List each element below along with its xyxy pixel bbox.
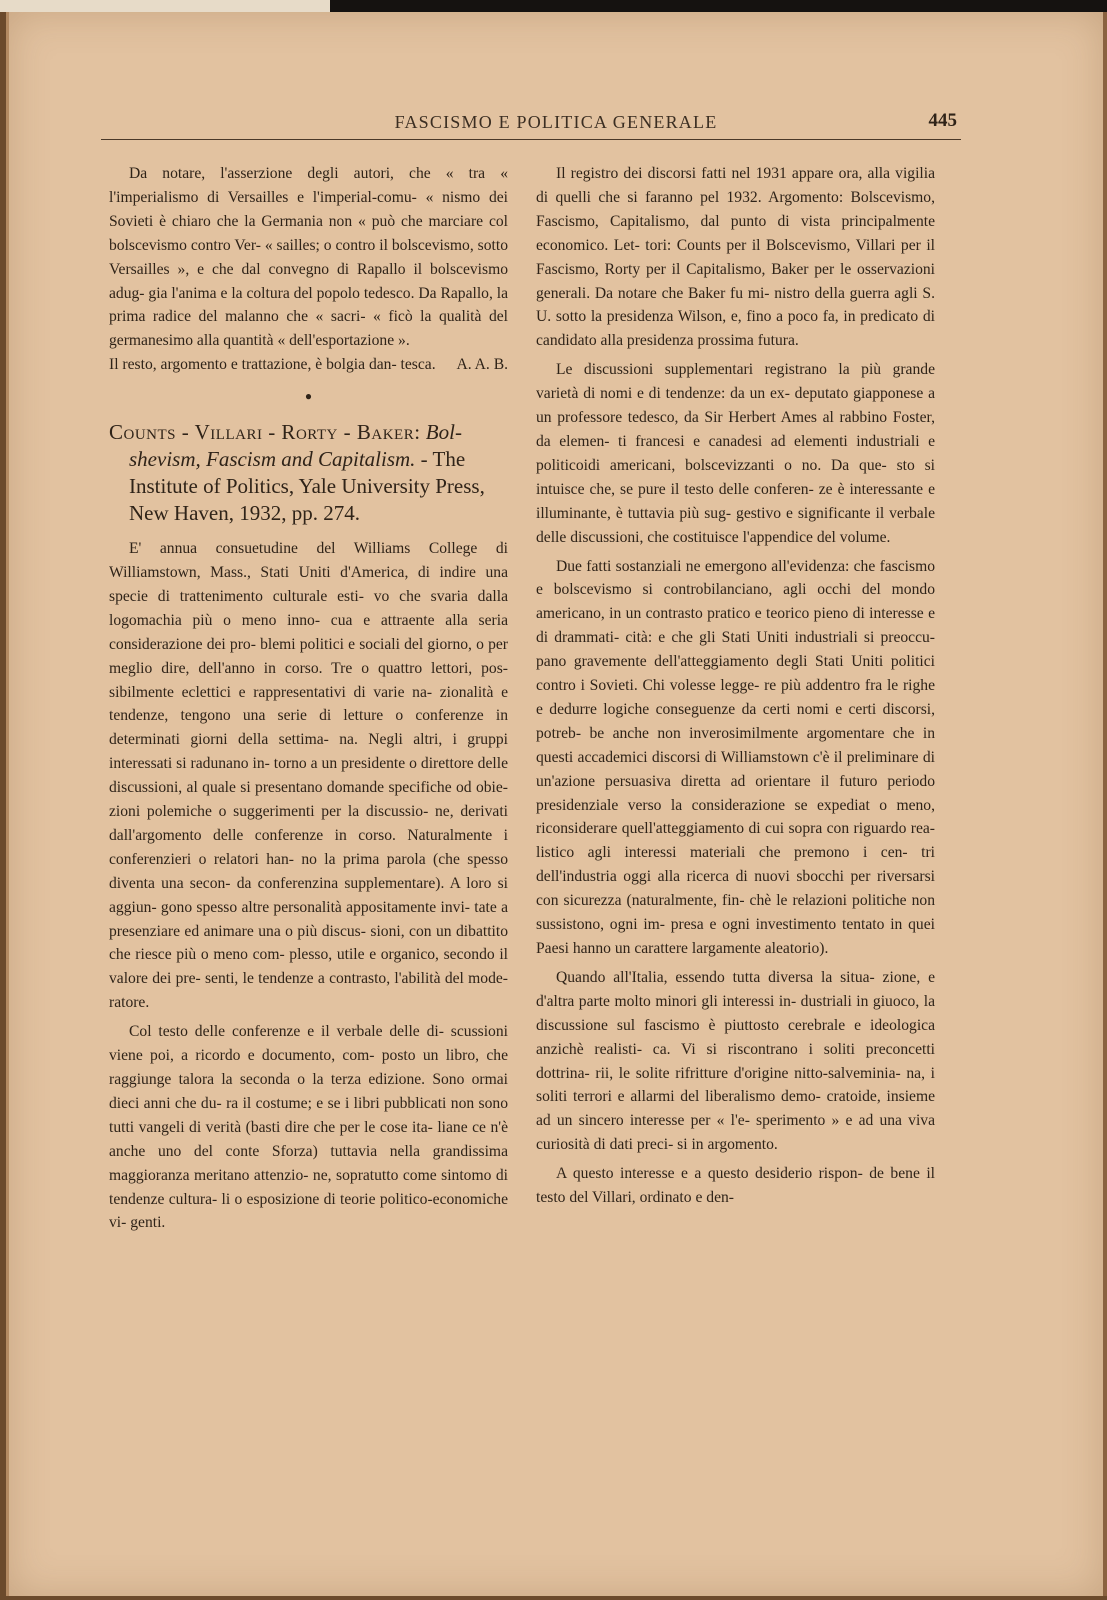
review-heading: [109, 419, 508, 527]
paragraph: Col testo delle conferenze e il verbale delle di- scussioni viene poi, a ricordo e documento, com- posto un libro, che raggiunge talora la seconda o la terza edizione. Sono ormai dieci anni che du- ra il costume; e se i libri pubblicati non sono tutti vangeli di verità (basti dire che per le cose ita- liane ce n'è anche uno del conte Sforza) tuttavia nella grandissima maggioranza meritano attenzio- ne, sopratutto come sintomo di tendenze cultura- li o esposizione di teorie politico-economiche vi- genti.: [109, 1023, 508, 1232]
paragraph: Le discussioni supplementari registrano la più grande varietà di nomi e di tendenze: da un ex- deputato giapponese a un professore tedesco, da Sir Herbert Ames al rabbino Foster, da elemen- ti francesi e canadesi ad elementi industriali e politicoidi americani, bolscevizzanti o no. Da que- sto si intuisce che, se pure il testo delle conferen- ze è interessante e illuminante, è tuttavia più sug- gestivo e significante il verbale delle discussioni, che costituisce l'appendice del volume.: [536, 361, 935, 546]
paragraph: Il registro dei discorsi fatti nel 1931 appare ora, alla vigilia di quelli che si faranno pel 1932. Argomento: Bolscevismo, Fascismo, Capitalismo, dal punto di vista principalmente economico. Let- tori: Counts per il Bolscevismo, Villari per il Fascismo, Rorty per il Capitalismo, Baker per le osservazioni generali. Da notare che Baker fu mi- nistro della guerra agli S. U. sotto la presidenza Wilson, e, fino a poco fa, in predicato di candidato alla presidenza prossima futura.: [536, 165, 935, 350]
signature: A. A. B.: [456, 356, 508, 374]
adjacent-page-scrap: [0, 0, 330, 12]
review-publication: - The Institute of Politics, Yale University Press, New Haven, 1932, pp. 274.: [129, 447, 485, 526]
paragraph: E' annua consuetudine del Williams College di Williamstown, Mass., Stati Uniti d'America, di indire una specie di trattenimento culturale esti- vo che svaria dalla logomachia più o meno inno- cua e attraente alla seria considerazione dei pro- blemi politici e sociali del giorno, o per meglio dire, dell'anno in corso. Tre o quattro lettori, pos- sibilmente eclettici e rappresentativi di varie na- zionalità e tendenze, tengono una serie di letture o conferenze in determinati giorni della settima- na. Negli altri, i gruppi interessati si radunano in- torno a un presidente o direttore delle discussioni, al quale si presentano domande specifiche od obie- zioni polemiche o suggerimenti per la discussio- ne, derivati dall'argomento delle conferenze in corso. Naturalmente i conferenzieri o relatori han- no la prima parola (che spesso diventa una secon- da conferenzina supplementare). A loro si aggiun- gono spesso altre personalità appositamente invi- tate a presenziare ed animare una o più discus- sioni, con un dibattito che riesce più o meno com- plesso, utile e organico, secondo il valore dei pre- senti, le tendenze a contrasto, l'abilità del mode- ratore.: [109, 540, 508, 1012]
paragraph: Da notare, l'asserzione degli autori, che « tra « l'imperialismo di Versailles e l'imperial-comu- « nismo dei Sovieti è chiaro che la Germania non « può che marciare col bolscevismo contro Ver- « sailles; o contro il bolscevismo, sotto Versailles », e che dal convegno di Rapallo il bolscevismo adug- gia l'anima e la coltura del popolo tedesco. Da Rapallo, la prima radice del malanno che « sacri- « ficò la qualità del germanesimo alla quantità « dell'esportazione ».: [109, 165, 509, 350]
review-title: Bol- shevism, Fascism and Capitalism.: [129, 420, 462, 472]
running-title: FASCISMO E POLITICA GENERALE: [394, 112, 718, 132]
paragraph: Due fatti sostanziali ne emergono all'evidenza: che fascismo e bolscevismo si controbilanciano, agli occhi del mondo americano, in un contrasto pratico e teorico pieno di interesse e di drammati- cità: e che gli Stati Uniti industriali si preoccu- pano gravemente dell'atteggiamento degli Stati Uniti politici contro i Sovieti. Chi volesse legge- re più addentro fra le righe e dedurre logiche conseguenze da certi nomi e certi discorsi, potreb- be anche non inverosimilmente argomentare che in questi accademici discorsi di Williamstown c'è il preliminare di un'azione persuasiva diretta ad orientare il futuro periodo presidenziale verso la considerazione se expediat o meno, riconsiderare quell'atteggiamento di cui sopra con riguardo rea- listico agli interessi materiali che premono i cen- tri dell'industria oggi alla ricerca di nuovi sbocchi per riversarsi con sicurezza (naturalmente, fin- chè le relazioni politiche non sussistono, ogni im- presa e ogni investimento tentato in quei Paesi hanno un carattere largamente aleatorio).: [536, 557, 935, 957]
review-authors: Counts - Villari - Rorty - Baker:: [109, 420, 421, 445]
book-page: [6, 12, 1107, 1596]
header-rule: [101, 139, 961, 140]
paragraph-text: Il resto, argomento e trattazione, è bolgia dan- tesca.: [109, 356, 436, 374]
page-number: 445: [928, 110, 957, 131]
closing-paragraph: [109, 353, 508, 377]
scan-top-edge: [0, 0, 1107, 12]
section-ornament: ●: [304, 389, 313, 404]
paragraph: Quando all'Italia, essendo tutta diversa la situa- zione, e d'altra parte molto minori gli interessi in- dustriali in giuoco, la discussione sul fascismo è piuttosto cerebrale e ideologica anzichè realisti- ca. Vi si riscontrano i soliti preconcetti dottrina- rii, le solite rifritture d'origine nitto-salveminia- na, i soliti terrori e allarmi del liberalismo demo- cratoide, insieme ad un sincero interesse per « l'e- sperimento » e ad una viva curiosità di dati preci- si in argomento.: [536, 968, 935, 1154]
paragraph: A questo interesse e a questo desiderio rispon- de bene il testo del Villari, ordinato e den-: [536, 1165, 935, 1207]
right-column: [536, 162, 935, 1210]
left-column: [109, 162, 508, 1235]
